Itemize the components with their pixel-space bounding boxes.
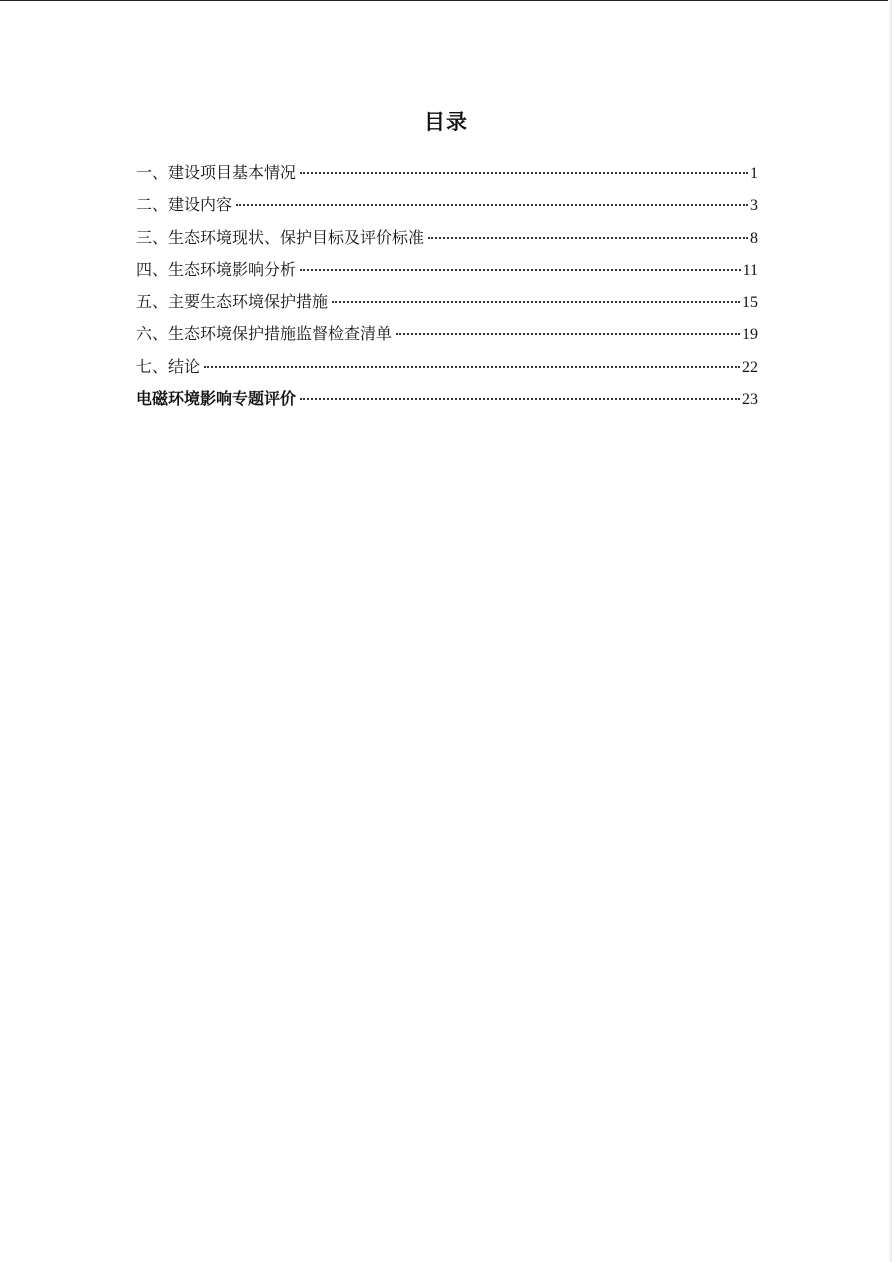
toc-entry-label: 五、主要生态环境保护措施 — [136, 292, 329, 312]
toc-dot-leader — [332, 301, 740, 303]
toc-entry-label: 电磁环境影响专题评价 — [136, 389, 297, 409]
toc-entry[interactable] — [136, 289, 758, 321]
toc-entry-label: 二、建设内容 — [136, 195, 233, 215]
toc-entry-label: 六、生态环境保护措施监督检查清单 — [136, 324, 393, 344]
toc-entry-page: 3 — [750, 197, 758, 215]
toc-entry-page: 15 — [742, 294, 758, 312]
toc-entry-page: 23 — [742, 391, 758, 409]
toc-dot-leader — [236, 204, 748, 206]
toc-entry[interactable] — [136, 386, 758, 418]
toc-entry-page: 1 — [750, 165, 758, 182]
toc-entry-page: 22 — [742, 358, 758, 376]
toc-entry-label: 三、生态环境现状、保护目标及评价标准 — [136, 227, 425, 247]
toc-entry[interactable] — [136, 321, 758, 353]
toc-dot-leader — [428, 237, 748, 239]
toc-entry[interactable] — [136, 257, 758, 289]
toc-entry-page: 19 — [742, 326, 758, 344]
toc-title: 目录 — [424, 110, 468, 134]
page-top-border — [0, 0, 892, 1]
toc-entry[interactable] — [136, 160, 758, 192]
toc-entry[interactable] — [136, 225, 758, 257]
table-of-contents — [136, 160, 758, 418]
toc-entry[interactable] — [136, 354, 758, 386]
toc-dot-leader — [396, 333, 740, 335]
toc-entry-page: 8 — [750, 229, 758, 247]
toc-entry[interactable] — [136, 192, 758, 224]
toc-dot-leader — [300, 269, 741, 271]
toc-entry-label: 七、结论 — [136, 356, 201, 376]
toc-entry-label: 四、生态环境影响分析 — [136, 259, 297, 279]
toc-dot-leader — [204, 366, 740, 368]
toc-dot-leader — [300, 398, 740, 400]
toc-entry-label: 一、建设项目基本情况 — [136, 163, 297, 182]
toc-dot-leader — [300, 172, 748, 174]
toc-entry-page: 11 — [742, 261, 758, 279]
page-edge-shadow — [888, 0, 892, 1262]
